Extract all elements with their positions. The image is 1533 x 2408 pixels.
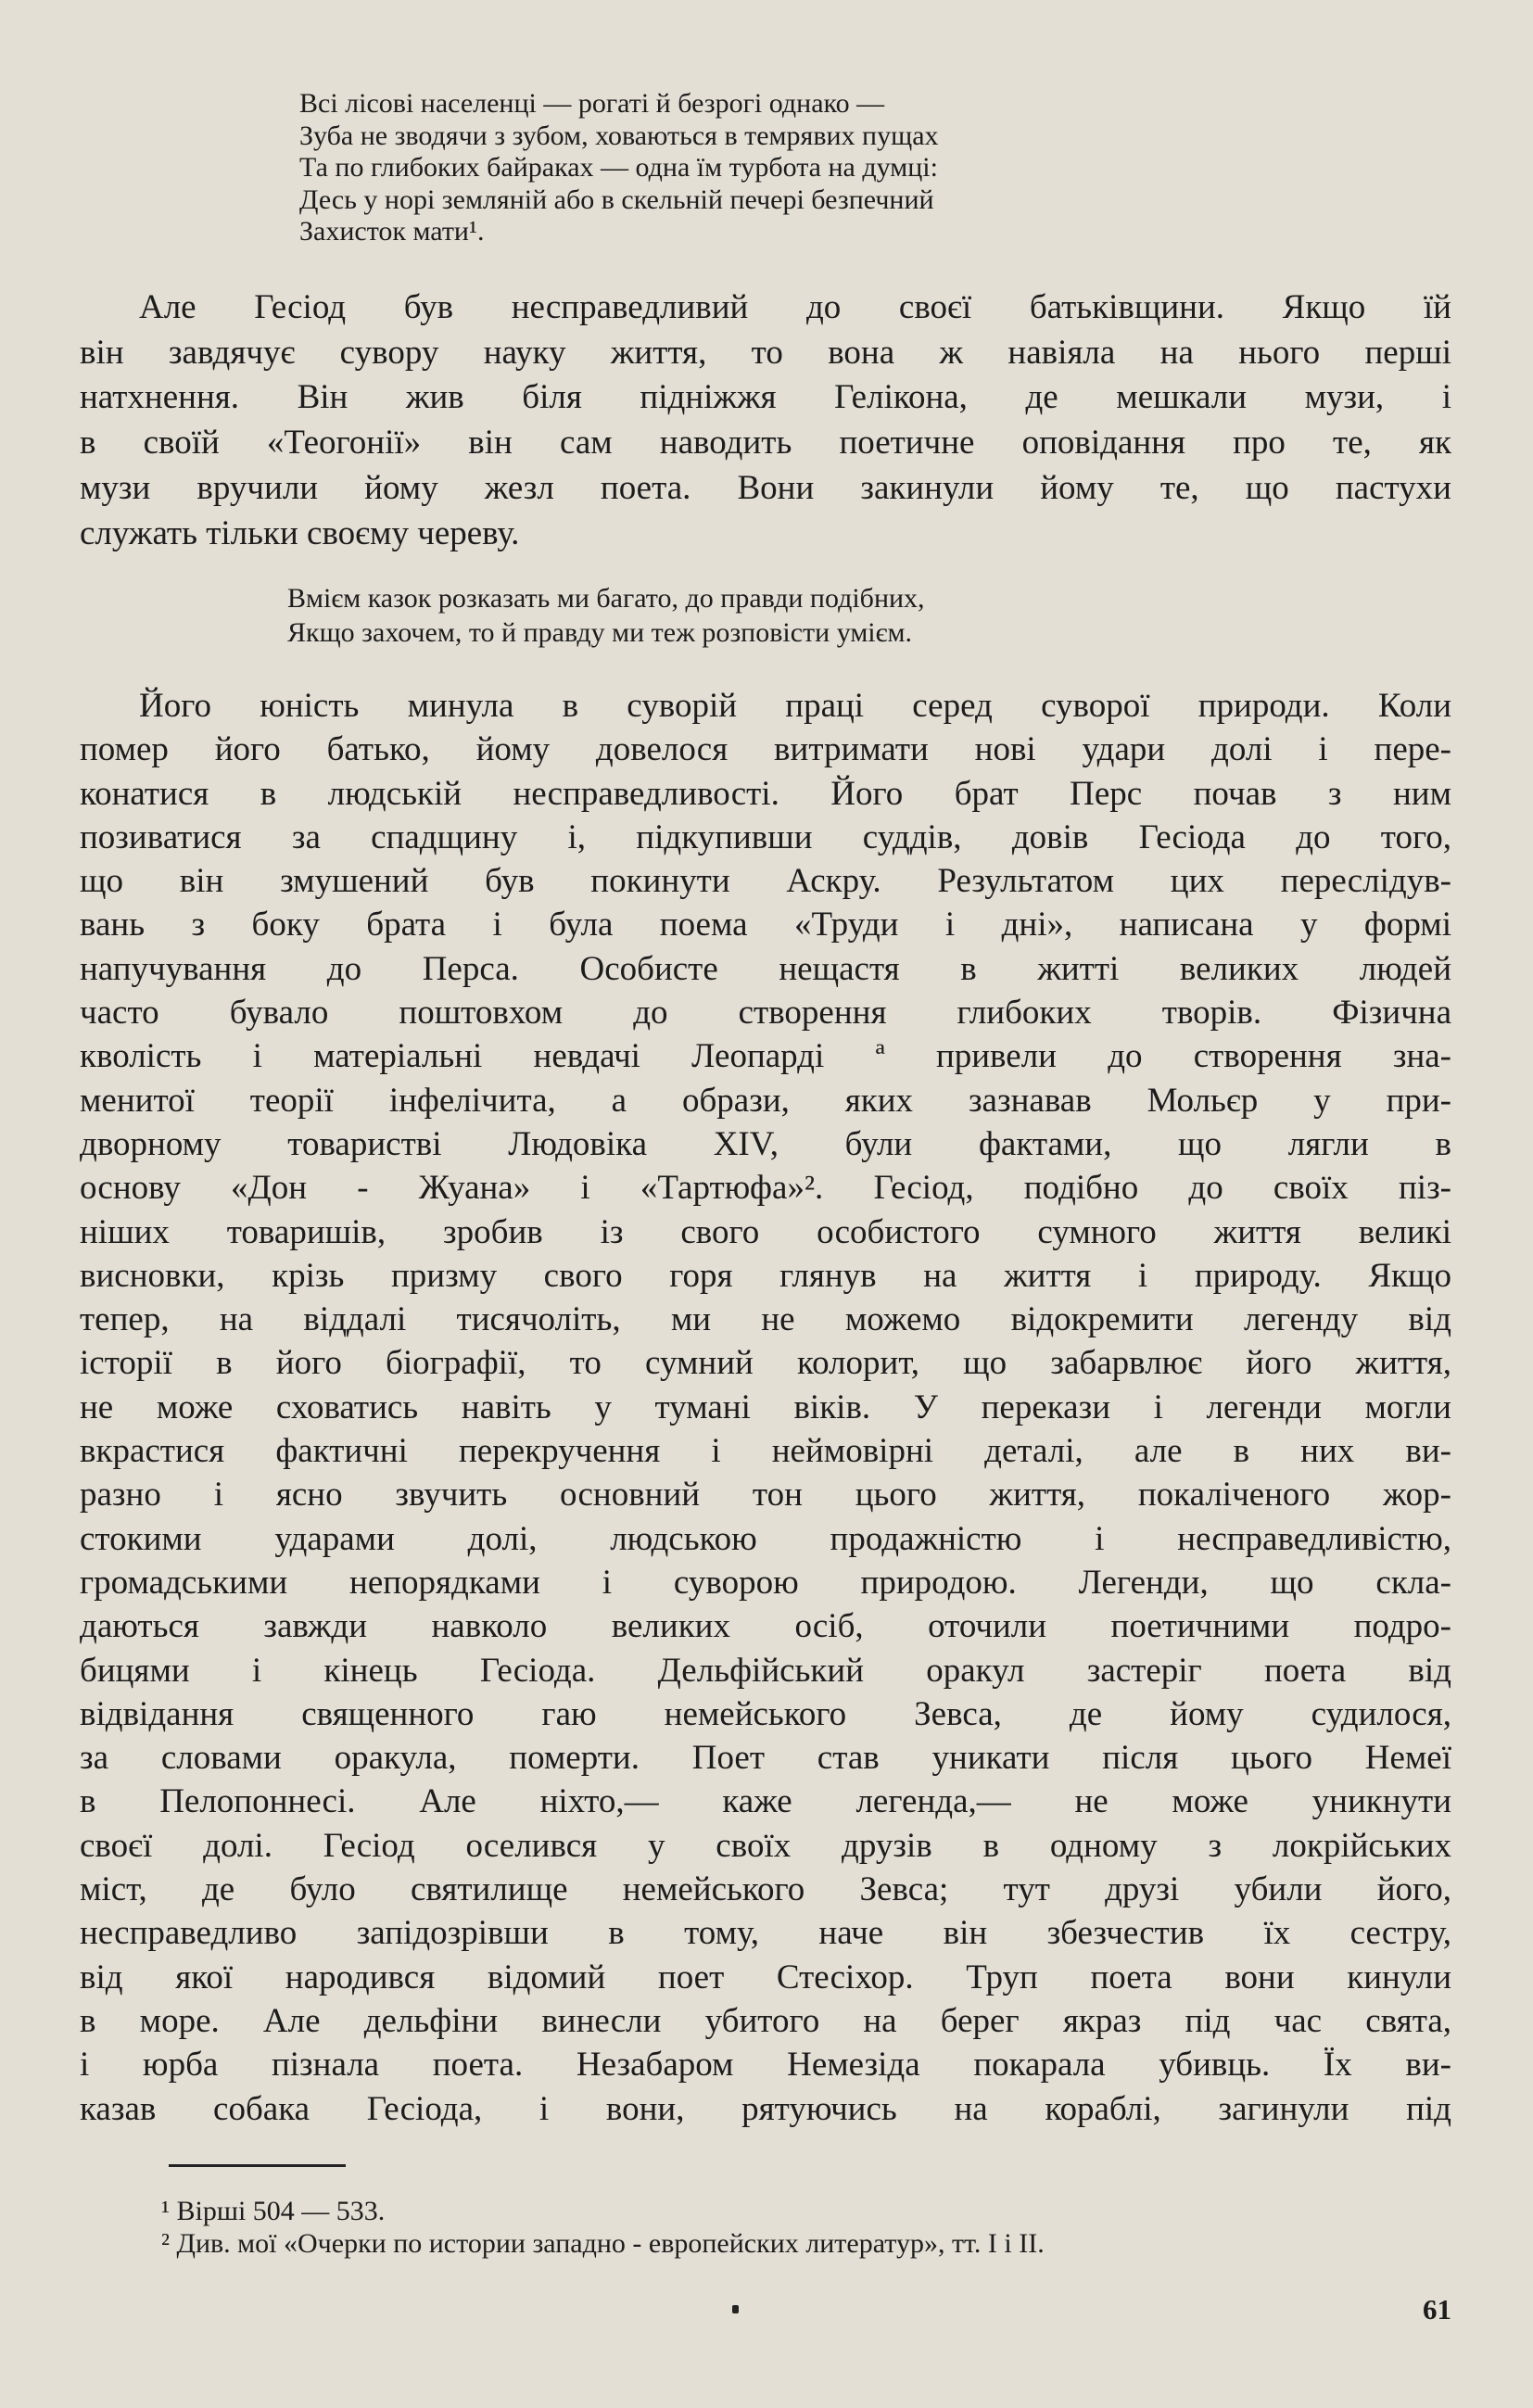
para2-line: своєї долі. Гесіод оселився у своїх друзів в одному з локрійських [80,1826,1451,1865]
para2-line: несправедливо запідозрівши в тому, наче він збезчестив їх сестру, [80,1914,1451,1953]
para2-line: стокими ударами долі, людською продажністю і несправедливістю, [80,1519,1451,1558]
para1-line: він завдячує сувору науку життя, то вона ж навіяла на нього перші [80,333,1451,372]
paragraph-2 [80,684,1451,2131]
para2-line: кволість і матеріальні невдачі Леопарді ª привели до створення зна- [80,1037,1451,1076]
para2-line: висновки, крізь призму свого горя глянув на життя і природу. Якщо [80,1256,1451,1295]
verse1-line: Та по глибоких байраках — одна їм турбота на думці: [299,152,938,183]
footnotes-line: ² Див. мої «Очерки по истории западно - европейских литератур», тт. I і II. [161,2228,1045,2259]
para2-line: вкрастися фактичні перекручення і неймовірні деталі, але в них ви- [80,1432,1451,1471]
para2-line: в море. Але дельфіни винесли убитого на берег якраз під час свята, [80,2001,1451,2040]
para2-line: громадськими непорядками і суворою природою. Легенди, що скла- [80,1563,1451,1602]
para2-line: що він змушений був покинути Аскру. Результатом цих переслідув- [80,862,1451,901]
footnotes [161,2195,1045,2260]
para2-line: основу «Дон - Жуана» і «Тартюфа»². Гесіод, подібно до своїх піз- [80,1169,1451,1208]
para2-line: тепер, на віддалі тисячоліть, ми не можемо відокремити легенду від [80,1300,1451,1339]
para2-line: і юрба пізнала поета. Незабаром Немезіда покарала убивць. Їх ви- [80,2046,1451,2085]
verse2-line: Якщо захочем, то й правду ми теж розповісти умієм. [287,617,913,648]
para2-line: вань з боку брата і була поема «Труди і дні», написана у формі [80,906,1451,944]
para2-line: помер його батько, йому довелося витримати нові удари долі і пере- [80,730,1451,769]
print-mark [732,2305,739,2313]
para1-line: в своїй «Теогонії» він сам наводить поетичне оповідання про те, як [80,424,1451,463]
para2-line: за словами оракула, померти. Поет став уникати після цього Немеї [80,1739,1451,1778]
para2-line: позиватися за спадщину і, підкупивши суддів, довів Гесіода до того, [80,817,1451,856]
para1-line: служать тільки своєму череву. [80,513,520,552]
page-number: 61 [1423,2293,1451,2326]
para2-line: дворному товаристві Людовіка XIV, були фактами, що лягли в [80,1124,1451,1163]
para2-line: в Пелопоннесі. Але ніхто,— каже легенда,— не може уникнути [80,1782,1451,1821]
para2-line: казав собака Гесіода, і вони, рятуючись на кораблі, загинули під [80,2089,1451,2128]
footnotes-line: ¹ Вірші 504 — 533. [161,2196,386,2226]
para2-line: разно і ясно звучить основний тон цього життя, покаліченого жор- [80,1476,1451,1515]
para2-line: конатися в людській несправедливості. Його брат Перс почав з ним [80,774,1451,813]
para2-line: відвідання священного гаю немейського Зевса, де йому судилося, [80,1694,1451,1733]
para2-line: ніших товаришів, зробив із свого особистого сумного життя великі [80,1212,1451,1251]
para2-line: історії в його біографії, то сумний колорит, що забарвлює його життя, [80,1344,1451,1383]
verse1-line: Всі лісові населенці — рогаті й безрогі однако — [299,88,885,119]
footnote-separator [169,2164,346,2167]
verse2-line: Вмієм казок розказать ми багато, до правди подібних, [287,583,925,614]
verse1-line: Десь у норі земляній або в скельній печері безпечний [299,184,934,215]
para2-line: Його юність минула в суворій праці серед суворої природи. Коли [139,687,1451,725]
para1-line: натхнення. Він жив біля підніжжя Гелікона, де мешкали музи, і [80,378,1451,417]
verse-quote-2 [287,581,925,650]
para2-line: не може сховатись навіть у тумані віків. У перекази і легенди могли [80,1388,1451,1426]
para2-line: часто бувало поштовхом до створення глибоких творів. Фізична [80,994,1451,1033]
para1-line: Але Гесіод був несправедливий до своєї батьківщини. Якщо їй [139,288,1451,326]
verse1-line: Зуба не зводячи з зубом, ховаються в темрявих пущах [299,120,939,151]
para2-line: бицями і кінець Гесіода. Дельфійський оракул застеріг поета від [80,1651,1451,1690]
para1-line: музи вручили йому жезл поета. Вони закинули йому те, що пастухи [80,468,1451,507]
verse-quote-1 [299,88,939,248]
para2-line: від якої народився відомий поет Стесіхор. Труп поета вони кинули [80,1958,1451,1996]
para2-line: міст, де було святилище немейського Зевса; тут друзі убили його, [80,1870,1451,1909]
para2-line: даються завжди навколо великих осіб, оточили поетичними подро- [80,1607,1451,1646]
para2-line: напучування до Перса. Особисте нещастя в житті великих людей [80,949,1451,988]
verse1-line: Захисток мати¹. [299,216,485,247]
paragraph-1 [80,285,1451,556]
para2-line: менитої теорії інфелічита, а образи, яких зазнавав Мольєр у при- [80,1081,1451,1120]
